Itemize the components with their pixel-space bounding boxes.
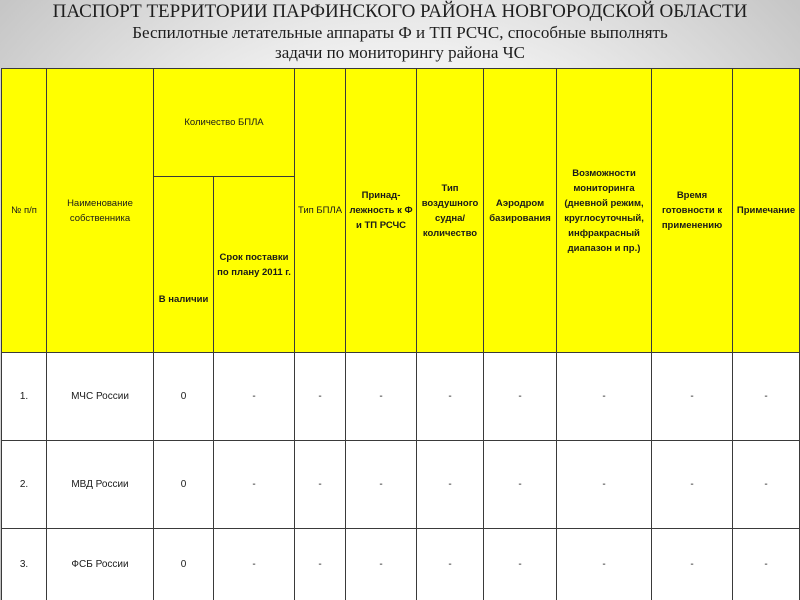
- cell-readiness: -: [652, 441, 733, 529]
- cell-owner: МЧС России: [47, 353, 154, 441]
- uav-table: [1, 68, 800, 600]
- table-row: [2, 529, 800, 600]
- cell-note: -: [733, 353, 800, 441]
- cell-airfield: -: [484, 441, 557, 529]
- cell-affiliation: -: [346, 529, 417, 600]
- header-type: Тип БПЛА: [295, 69, 346, 353]
- cell-capabilities: -: [557, 353, 652, 441]
- cell-type: -: [295, 529, 346, 600]
- cell-delivery: -: [214, 353, 295, 441]
- table-header-row: [2, 69, 800, 177]
- cell-delivery: -: [214, 441, 295, 529]
- cell-aircraft: -: [417, 441, 484, 529]
- header-readiness: Время готовности к применению: [652, 69, 733, 353]
- cell-aircraft: -: [417, 353, 484, 441]
- cell-note: -: [733, 529, 800, 600]
- cell-owner: МВД России: [47, 441, 154, 529]
- header-airfield: Аэродром базирования: [484, 69, 557, 353]
- header-capabilities: Возможности мониторинга (дневной режим, круглосуточный, инфракрасный диапазон и пр.): [557, 69, 652, 353]
- table-row: [2, 353, 800, 441]
- header-available: В наличии: [154, 177, 214, 353]
- header-owner: Наименование собственника: [47, 69, 154, 353]
- slide-title: ПАСПОРТ ТЕРРИТОРИИ ПАРФИНСКОГО РАЙОНА НОВГОРОДСКОЙ ОБЛАСТИ: [52, 1, 748, 22]
- cell-num: 1.: [2, 353, 47, 441]
- header-note: Примечание: [733, 69, 800, 353]
- cell-available: 0: [154, 529, 214, 600]
- cell-available: 0: [154, 353, 214, 441]
- cell-affiliation: -: [346, 441, 417, 529]
- slide-header: [0, 0, 800, 68]
- cell-aircraft: -: [417, 529, 484, 600]
- cell-delivery: -: [214, 529, 295, 600]
- cell-available: 0: [154, 441, 214, 529]
- cell-type: -: [295, 441, 346, 529]
- slide-subtitle-line2: задачи по мониторингу района ЧС: [274, 43, 526, 62]
- header-aircraft: Тип воздушного судна/ количество: [417, 69, 484, 353]
- header-affiliation: Принад-лежность к Ф и ТП РСЧС: [346, 69, 417, 353]
- table-row: [2, 441, 800, 529]
- cell-readiness: -: [652, 353, 733, 441]
- slide-subtitle-line1: Беспилотные летательные аппараты Ф и ТП РСЧС, способные выполнять: [132, 23, 668, 42]
- cell-airfield: -: [484, 353, 557, 441]
- cell-type: -: [295, 353, 346, 441]
- header-count-group: Количество БПЛА: [154, 69, 295, 177]
- cell-note: -: [733, 441, 800, 529]
- header-delivery: Срок поставки по плану 2011 г.: [214, 177, 295, 353]
- cell-airfield: -: [484, 529, 557, 600]
- cell-num: 2.: [2, 441, 47, 529]
- cell-capabilities: -: [557, 441, 652, 529]
- cell-readiness: -: [652, 529, 733, 600]
- header-num: № п/п: [2, 69, 47, 353]
- cell-capabilities: -: [557, 529, 652, 600]
- cell-owner: ФСБ России: [47, 529, 154, 600]
- cell-affiliation: -: [346, 353, 417, 441]
- cell-num: 3.: [2, 529, 47, 600]
